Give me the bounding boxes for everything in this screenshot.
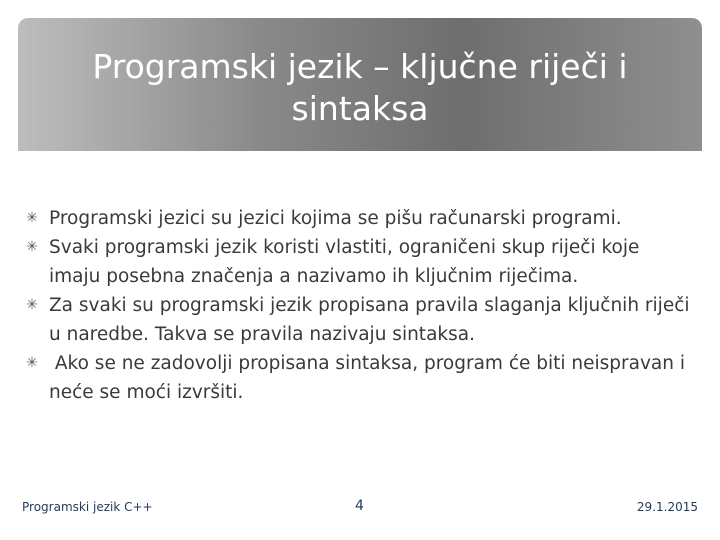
bullet-item — [24, 233, 694, 291]
bullet-item — [24, 291, 694, 349]
asterisk-bullet-icon: ✳ — [26, 239, 38, 255]
bullet-text: Programski jezici su jezici kojima se pišu računarski programi. — [49, 208, 622, 229]
bullet-item — [24, 349, 694, 407]
asterisk-bullet-icon: ✳ — [26, 355, 38, 371]
bullet-text: Ako se ne zadovolji propisana sintaksa, program će biti neispravan i neće se moći izvršiti. — [49, 353, 691, 403]
bullet-text: Za svaki su programski jezik propisana pravila slaganja ključnih riječi u naredbe. Takva se pravila nazivaju sintaksa. — [49, 295, 690, 345]
slide-title: Programski jezik – ključne riječi i sintaksa — [92, 47, 628, 128]
footer-date: 29.1.2015 — [636, 500, 698, 514]
asterisk-bullet-icon: ✳ — [26, 297, 38, 313]
bullet-list — [24, 204, 694, 407]
bullet-item — [24, 204, 694, 233]
bullet-text: Svaki programski jezik koristi vlastiti, ograničeni skup riječi koje imaju posebna značenja a nazivamo ih ključnim riječima. — [49, 237, 640, 287]
footer-page-number: 4 — [355, 498, 364, 514]
footer-course-name: Programski jezik C++ — [22, 500, 153, 514]
asterisk-bullet-icon: ✳ — [26, 210, 38, 226]
